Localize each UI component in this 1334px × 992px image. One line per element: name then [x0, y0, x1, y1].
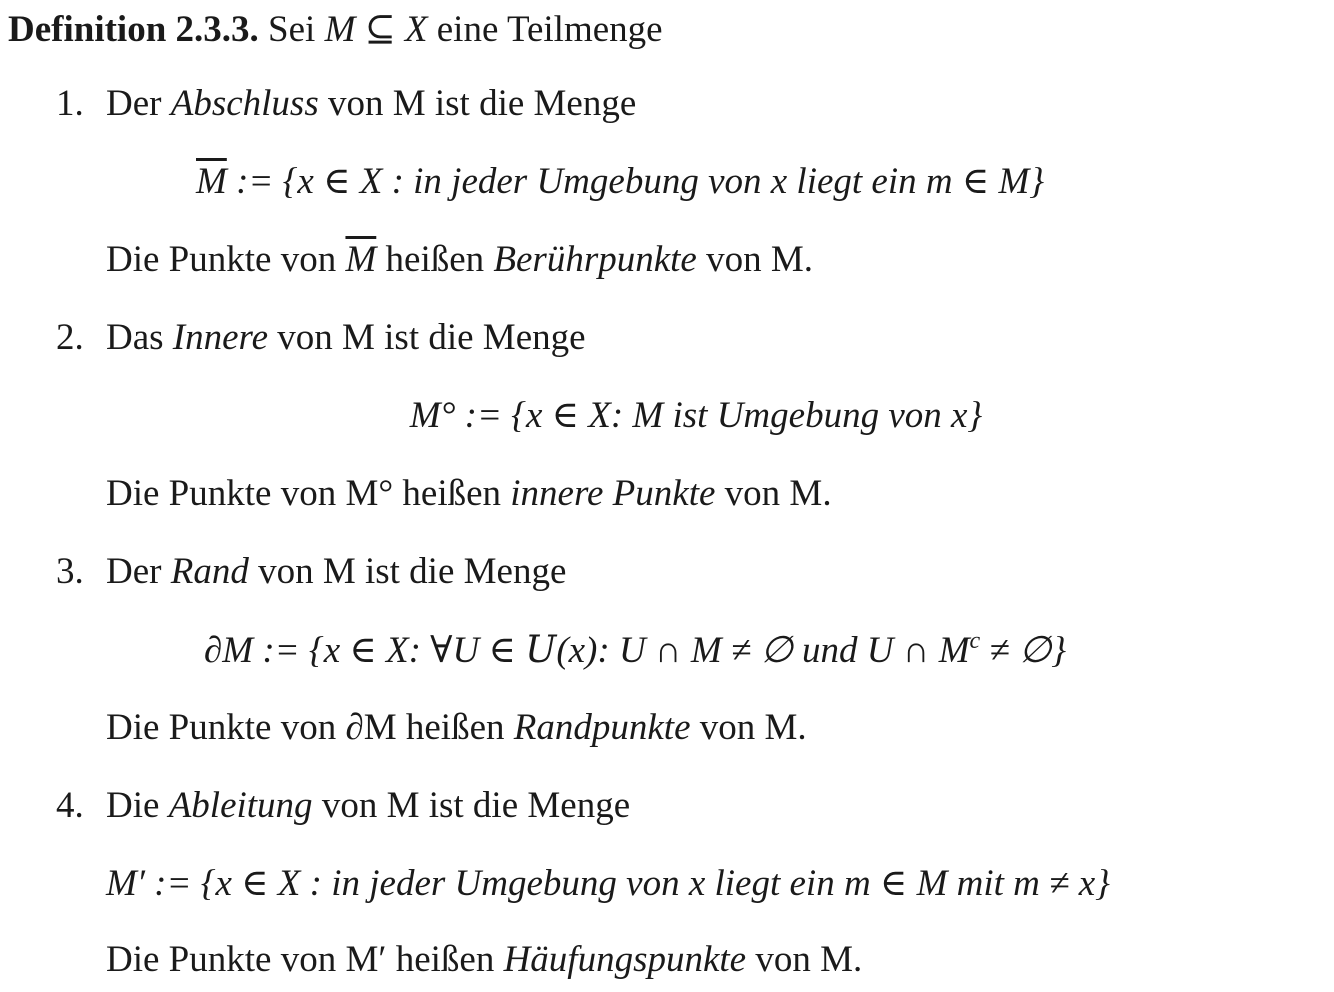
- closure-symbol: $\overline{M}$: [345, 239, 377, 280]
- item-term: Ableitung: [168, 785, 313, 826]
- item-term: Rand: [170, 551, 249, 592]
- conclusion-text: Die Punkte von: [106, 239, 337, 280]
- closure-symbol: $\overline{M}$: [196, 161, 227, 202]
- item-3-formula: [204, 628, 1066, 677]
- conclusion-term: Berührpunkte: [493, 239, 697, 280]
- conclusion-text: von M.: [724, 473, 832, 514]
- formula-text: ≠ ∅}: [989, 630, 1067, 671]
- conclusion-text: Die Punkte von M′ heißen: [106, 939, 495, 980]
- neighborhood-system-symbol: U: [525, 628, 557, 671]
- formula-text: M′ := {x ∈ X : in jeder Umgebung von x liegt ein m ∈ M mit m ≠ x}: [106, 863, 1110, 904]
- definition-heading: [8, 8, 663, 52]
- item-2-formula: [0, 394, 1334, 438]
- item-intro-text: von M ist die Menge: [277, 317, 586, 358]
- definition-math: M ⊆ X: [324, 9, 428, 50]
- item-4-intro: [56, 784, 630, 828]
- item-4-conclusion: [106, 938, 862, 982]
- conclusion-text: Die Punkte von ∂M heißen: [106, 707, 505, 748]
- conclusion-text: von M.: [699, 707, 807, 748]
- item-number: 4.: [56, 785, 84, 826]
- item-intro-text: Der: [106, 83, 162, 124]
- definition-intro-end: eine Teilmenge: [436, 9, 663, 50]
- conclusion-term: Randpunkte: [513, 707, 691, 748]
- conclusion-text: von M.: [706, 239, 814, 280]
- item-number: 1.: [56, 83, 84, 124]
- definition-intro: Sei: [268, 9, 316, 50]
- conclusion-text: von M.: [755, 939, 863, 980]
- item-2-intro: [56, 316, 586, 360]
- item-1-formula: [196, 160, 1044, 204]
- formula-text: := {x ∈ X : in jeder Umgebung von x liegt ein m ∈ M}: [236, 161, 1045, 202]
- item-number: 2.: [56, 317, 84, 358]
- item-intro-text: von M ist die Menge: [321, 785, 631, 826]
- item-term: Innere: [172, 317, 268, 358]
- definition-label: Definition 2.3.3.: [8, 9, 259, 50]
- item-1-conclusion: [106, 238, 813, 282]
- item-intro-text: von M ist die Menge: [327, 83, 637, 124]
- formula-text: (x): U ∩ M ≠ ∅ und U ∩ M: [556, 630, 970, 671]
- item-3-intro: [56, 550, 566, 594]
- item-intro-text: Das: [106, 317, 164, 358]
- formula-text: ∂M := {x ∈ X: ∀U ∈: [204, 630, 516, 671]
- conclusion-text: Die Punkte von M° heißen: [106, 473, 502, 514]
- item-intro-text: Der: [106, 551, 162, 592]
- formula-text: M° := {x ∈ X: M ist Umgebung von x}: [409, 395, 983, 436]
- item-1-intro: [56, 82, 636, 126]
- conclusion-text: heißen: [385, 239, 485, 280]
- conclusion-term: Häufungspunkte: [503, 939, 747, 980]
- complement-superscript: c: [969, 628, 981, 654]
- item-intro-text: Die: [106, 785, 160, 826]
- item-4-formula: [106, 862, 1110, 906]
- conclusion-term: innere Punkte: [510, 473, 716, 514]
- item-intro-text: von M ist die Menge: [258, 551, 567, 592]
- item-number: 3.: [56, 551, 84, 592]
- item-2-conclusion: [106, 472, 832, 516]
- item-3-conclusion: [106, 706, 807, 750]
- item-term: Abschluss: [170, 83, 319, 124]
